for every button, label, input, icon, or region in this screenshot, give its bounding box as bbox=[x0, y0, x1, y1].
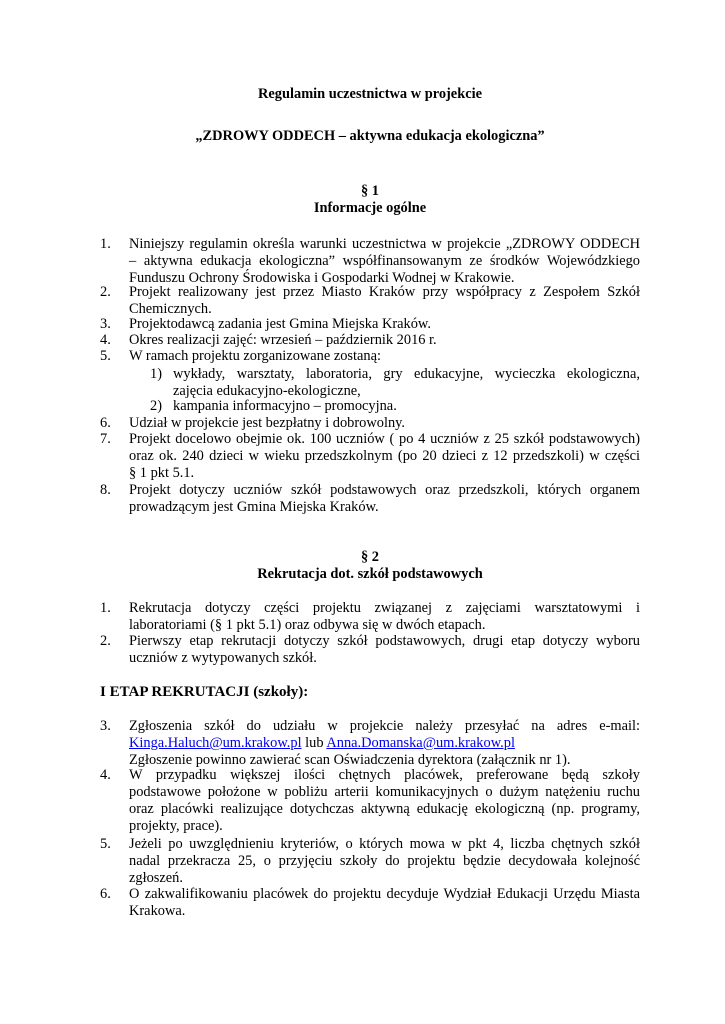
email-link-anna[interactable]: Anna.Domanska@um.krakow.pl bbox=[326, 735, 515, 751]
section-1-heading: Informacje ogólne bbox=[313, 200, 427, 216]
email-link-kinga[interactable]: Kinga.Haluch@um.krakow.pl bbox=[129, 735, 302, 751]
section-2-heading: Rekrutacja dot. szkół podstawowych bbox=[257, 566, 483, 582]
project-name: „ZDROWY ODDECH – aktywna edukacja ekologiczna” bbox=[195, 128, 545, 144]
document-title: Regulamin uczestnictwa w projekcie bbox=[258, 86, 482, 102]
stage-1-heading: I ETAP REKRUTACJI (szkoły): bbox=[100, 684, 309, 700]
section-2-mark: § 2 bbox=[361, 549, 379, 565]
document-page: Regulamin uczestnictwa w projekcie „ZDROWY ODDECH – aktywna edukacja ekologiczna” § 1 Informacje ogólne 1. Niniejszy regulamin określa warunki uczestnictwa w projekcie „ZDROWY ODDECH – aktywna edukacja ekologiczna” współfinansowanym ze środków Wojewódzkiego Funduszu Ochrony Środowiska i Gospodarki Wodnej w Krakowie. 2. Projekt realizowany jest przez Miasto Kraków przy współpracy z Zespołem Szkół Chemicznych. 3. Projektodawcą zadania jest Gmina Miejska Kraków. 4. Okres realizacji zajęć: wrzesień – październik 2016 r. 5. W ramach projektu zorganizowane zostaną: 1) wykłady, warsztaty, laboratoria, gry edukacyjne, wycieczka ekologiczna, zajęcia edukacyjno-ekologiczne, 2) kampania informacyjno – promocyjna. 6. Udział w projekcie jest bezpłatny i dobrowolny. 7. Projekt docelowo obejmie ok. 100 uczniów ( po 4 uczniów z 25 szkół podstawowych) oraz ok. 240 dzieci w wieku przedszkolnym (po 20 dzieci z 12 przedszkoli) w części § 1 pkt 5.1. 8. Projekt dotyczy uczniów szkół podstawowych oraz przedszkoli, których organem prowadzącym jest Gmina Miejska Kraków. § 2 Rekrutacja dot. szkół podstawowych 1. Rekrutacja dotyczy części projektu związanej z zajęciami warsztatowymi i laboratoriami (§ 1 pkt 5.1) oraz odbywa się w dwóch etapach. 2. Pierwszy etap rekrutacji dotyczy szkół podstawowych, drugi etap dotyczy wyboru uczniów z wytypowanych szkół. I ETAP REKRUTACJI (szkoły): 3. Zgłoszenia szkół do udziału w projekcie należy przesyłać na adres e-mail: Kinga.Haluch@um.krakow.pl lub Anna.Domanska@um.krakow.pl Zgłoszenie powinno zawierać scan Oświadczenia dyrektora (załącznik nr 1). 4. W przypadku większej ilości chętnych placówek, preferowane będą szkoły podstawowe położone w pobliżu arterii komunikacyjnych o dużym natężeniu ruchu oraz placówki realizujące dotychczas aktywną edukację ekologiczną (np. programy, projekty, prace). 5. Jeżeli po uwzględnieniu kryteriów, o których mowa w pkt 4, liczba chętnych szkół nadal przekracza 25, o przyjęciu szkoły do projektu będzie decydowała kolejność zgłoszeń. 6. O zakwalifikowaniu placówek do projektu decyduje Wydział Edukacji Urzędu Miasta Krakowa. bbox=[100, 86, 640, 919]
section-1-mark: § 1 bbox=[361, 183, 379, 199]
